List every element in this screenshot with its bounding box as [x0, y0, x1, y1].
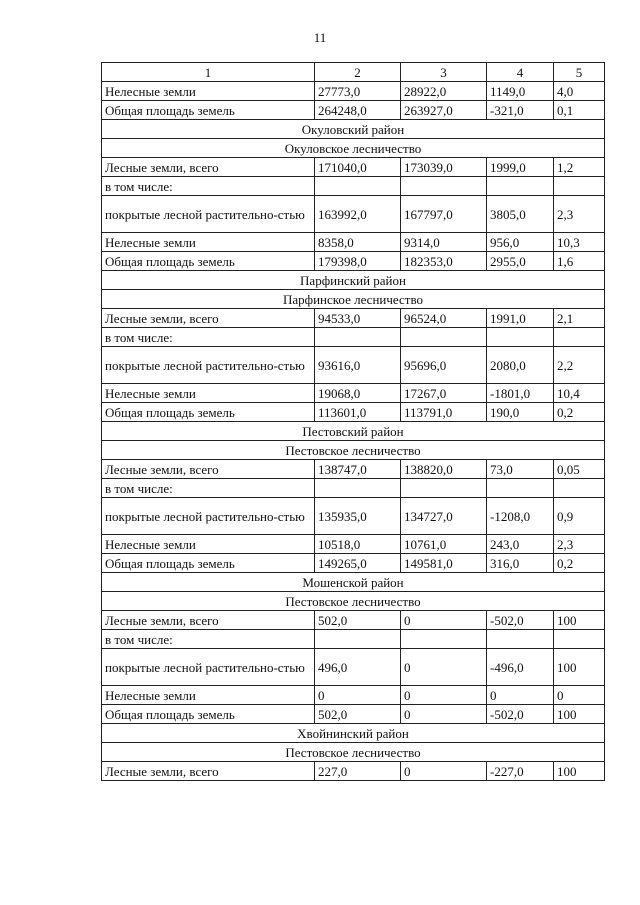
table-header-row: [102, 63, 605, 82]
cell-value: 1149,0: [487, 82, 554, 101]
cell-value: [487, 328, 554, 347]
cell-value: [401, 328, 487, 347]
cell-value: 0: [487, 686, 554, 705]
table-row: [102, 384, 605, 403]
cell-value: [487, 177, 554, 196]
cell-value: 10,3: [554, 233, 605, 252]
row-label: Лесные земли, всего: [102, 460, 315, 479]
cell-value: 17267,0: [401, 384, 487, 403]
cell-value: 0,05: [554, 460, 605, 479]
cell-value: -502,0: [487, 611, 554, 630]
cell-value: 502,0: [315, 611, 401, 630]
section-title: Мошенской район: [102, 573, 605, 592]
section-row: [102, 290, 605, 309]
cell-value: -502,0: [487, 705, 554, 724]
cell-value: 27773,0: [315, 82, 401, 101]
table-body: [102, 63, 605, 781]
cell-value: 0,2: [554, 554, 605, 573]
table-row: [102, 554, 605, 573]
column-header: 4: [487, 63, 554, 82]
cell-value: 73,0: [487, 460, 554, 479]
cell-value: 1991,0: [487, 309, 554, 328]
cell-value: 190,0: [487, 403, 554, 422]
cell-value: [315, 479, 401, 498]
cell-value: 1999,0: [487, 158, 554, 177]
section-row: [102, 422, 605, 441]
row-label: Общая площадь земель: [102, 101, 315, 120]
cell-value: 28922,0: [401, 82, 487, 101]
table-row: [102, 177, 605, 196]
table-row: [102, 762, 605, 781]
row-label: Нелесные земли: [102, 686, 315, 705]
cell-value: 100: [554, 705, 605, 724]
row-label: покрытые лесной растительно-стью: [102, 347, 315, 384]
cell-value: 9314,0: [401, 233, 487, 252]
cell-value: 19068,0: [315, 384, 401, 403]
cell-value: 113791,0: [401, 403, 487, 422]
row-label: Общая площадь земель: [102, 554, 315, 573]
cell-value: -496,0: [487, 649, 554, 686]
cell-value: -321,0: [487, 101, 554, 120]
section-title: Окуловское лесничество: [102, 139, 605, 158]
cell-value: 0: [401, 762, 487, 781]
row-label: Лесные земли, всего: [102, 762, 315, 781]
cell-value: [554, 328, 605, 347]
cell-value: -1801,0: [487, 384, 554, 403]
cell-value: 173039,0: [401, 158, 487, 177]
table-row: [102, 347, 605, 384]
section-title: Пестовское лесничество: [102, 743, 605, 762]
row-label: Нелесные земли: [102, 384, 315, 403]
column-header: 3: [401, 63, 487, 82]
section-title: Пестовское лесничество: [102, 441, 605, 460]
table-row: [102, 705, 605, 724]
cell-value: 134727,0: [401, 498, 487, 535]
row-label: покрытые лесной растительно-стью: [102, 649, 315, 686]
cell-value: 0: [401, 686, 487, 705]
row-label: Общая площадь земель: [102, 252, 315, 271]
section-row: [102, 271, 605, 290]
table-row: [102, 498, 605, 535]
column-header: 5: [554, 63, 605, 82]
cell-value: 149581,0: [401, 554, 487, 573]
section-row: [102, 592, 605, 611]
cell-value: 96524,0: [401, 309, 487, 328]
section-row: [102, 573, 605, 592]
row-label: Нелесные земли: [102, 233, 315, 252]
cell-value: [554, 479, 605, 498]
section-row: [102, 441, 605, 460]
cell-value: [401, 177, 487, 196]
row-label: в том числе:: [102, 630, 315, 649]
table-row: [102, 649, 605, 686]
cell-value: 95696,0: [401, 347, 487, 384]
section-title: Пестовский район: [102, 422, 605, 441]
row-label: покрытые лесной растительно-стью: [102, 498, 315, 535]
cell-value: 0: [401, 611, 487, 630]
cell-value: [554, 630, 605, 649]
row-label: Общая площадь земель: [102, 403, 315, 422]
column-header: 1: [102, 63, 315, 82]
cell-value: 316,0: [487, 554, 554, 573]
table-row: [102, 82, 605, 101]
row-label: Лесные земли, всего: [102, 309, 315, 328]
cell-value: 10761,0: [401, 535, 487, 554]
table-row: [102, 535, 605, 554]
table-row: [102, 611, 605, 630]
cell-value: 1,6: [554, 252, 605, 271]
section-title: Парфинский район: [102, 271, 605, 290]
row-label: Лесные земли, всего: [102, 158, 315, 177]
table-row: [102, 309, 605, 328]
table-row: [102, 158, 605, 177]
cell-value: 3805,0: [487, 196, 554, 233]
cell-value: 100: [554, 762, 605, 781]
cell-value: -1208,0: [487, 498, 554, 535]
cell-value: 4,0: [554, 82, 605, 101]
cell-value: [487, 630, 554, 649]
cell-value: [315, 177, 401, 196]
cell-value: 227,0: [315, 762, 401, 781]
section-row: [102, 743, 605, 762]
cell-value: [315, 328, 401, 347]
cell-value: 1,2: [554, 158, 605, 177]
cell-value: 956,0: [487, 233, 554, 252]
cell-value: [487, 479, 554, 498]
cell-value: 2,2: [554, 347, 605, 384]
section-title: Парфинское лесничество: [102, 290, 605, 309]
cell-value: 263927,0: [401, 101, 487, 120]
section-title: Окуловский район: [102, 120, 605, 139]
row-label: Нелесные земли: [102, 82, 315, 101]
row-label: в том числе:: [102, 177, 315, 196]
cell-value: 0,1: [554, 101, 605, 120]
cell-value: 138747,0: [315, 460, 401, 479]
cell-value: 2,3: [554, 535, 605, 554]
cell-value: 100: [554, 611, 605, 630]
cell-value: [401, 630, 487, 649]
cell-value: 167797,0: [401, 196, 487, 233]
section-title: Пестовское лесничество: [102, 592, 605, 611]
table-row: [102, 479, 605, 498]
cell-value: 8358,0: [315, 233, 401, 252]
row-label: Лесные земли, всего: [102, 611, 315, 630]
cell-value: 2955,0: [487, 252, 554, 271]
cell-value: 10518,0: [315, 535, 401, 554]
cell-value: 182353,0: [401, 252, 487, 271]
cell-value: 0: [315, 686, 401, 705]
cell-value: 496,0: [315, 649, 401, 686]
column-header: 2: [315, 63, 401, 82]
row-label: покрытые лесной растительно-стью: [102, 196, 315, 233]
cell-value: 0: [554, 686, 605, 705]
table-row: [102, 403, 605, 422]
cell-value: 0,9: [554, 498, 605, 535]
row-label: Нелесные земли: [102, 535, 315, 554]
cell-value: 10,4: [554, 384, 605, 403]
table-row: [102, 460, 605, 479]
page-number: 11: [313, 30, 327, 45]
table-row: [102, 101, 605, 120]
cell-value: 243,0: [487, 535, 554, 554]
table-row: [102, 196, 605, 233]
cell-value: 2,3: [554, 196, 605, 233]
cell-value: [401, 479, 487, 498]
cell-value: 0,2: [554, 403, 605, 422]
table-row: [102, 328, 605, 347]
cell-value: 2,1: [554, 309, 605, 328]
section-row: [102, 139, 605, 158]
cell-value: 149265,0: [315, 554, 401, 573]
cell-value: 135935,0: [315, 498, 401, 535]
cell-value: 0: [401, 705, 487, 724]
table-row: [102, 630, 605, 649]
cell-value: [315, 630, 401, 649]
cell-value: 94533,0: [315, 309, 401, 328]
row-label: в том числе:: [102, 328, 315, 347]
cell-value: [554, 177, 605, 196]
cell-value: 179398,0: [315, 252, 401, 271]
cell-value: 264248,0: [315, 101, 401, 120]
cell-value: 171040,0: [315, 158, 401, 177]
cell-value: 2080,0: [487, 347, 554, 384]
cell-value: 502,0: [315, 705, 401, 724]
section-row: [102, 724, 605, 743]
cell-value: 0: [401, 649, 487, 686]
section-row: [102, 120, 605, 139]
cell-value: -227,0: [487, 762, 554, 781]
table-row: [102, 252, 605, 271]
cell-value: 163992,0: [315, 196, 401, 233]
forest-land-table: [101, 62, 605, 781]
cell-value: 113601,0: [315, 403, 401, 422]
row-label: в том числе:: [102, 479, 315, 498]
row-label: Общая площадь земель: [102, 705, 315, 724]
cell-value: 100: [554, 649, 605, 686]
section-title: Хвойнинский район: [102, 724, 605, 743]
table-row: [102, 686, 605, 705]
cell-value: 138820,0: [401, 460, 487, 479]
table-row: [102, 233, 605, 252]
cell-value: 93616,0: [315, 347, 401, 384]
